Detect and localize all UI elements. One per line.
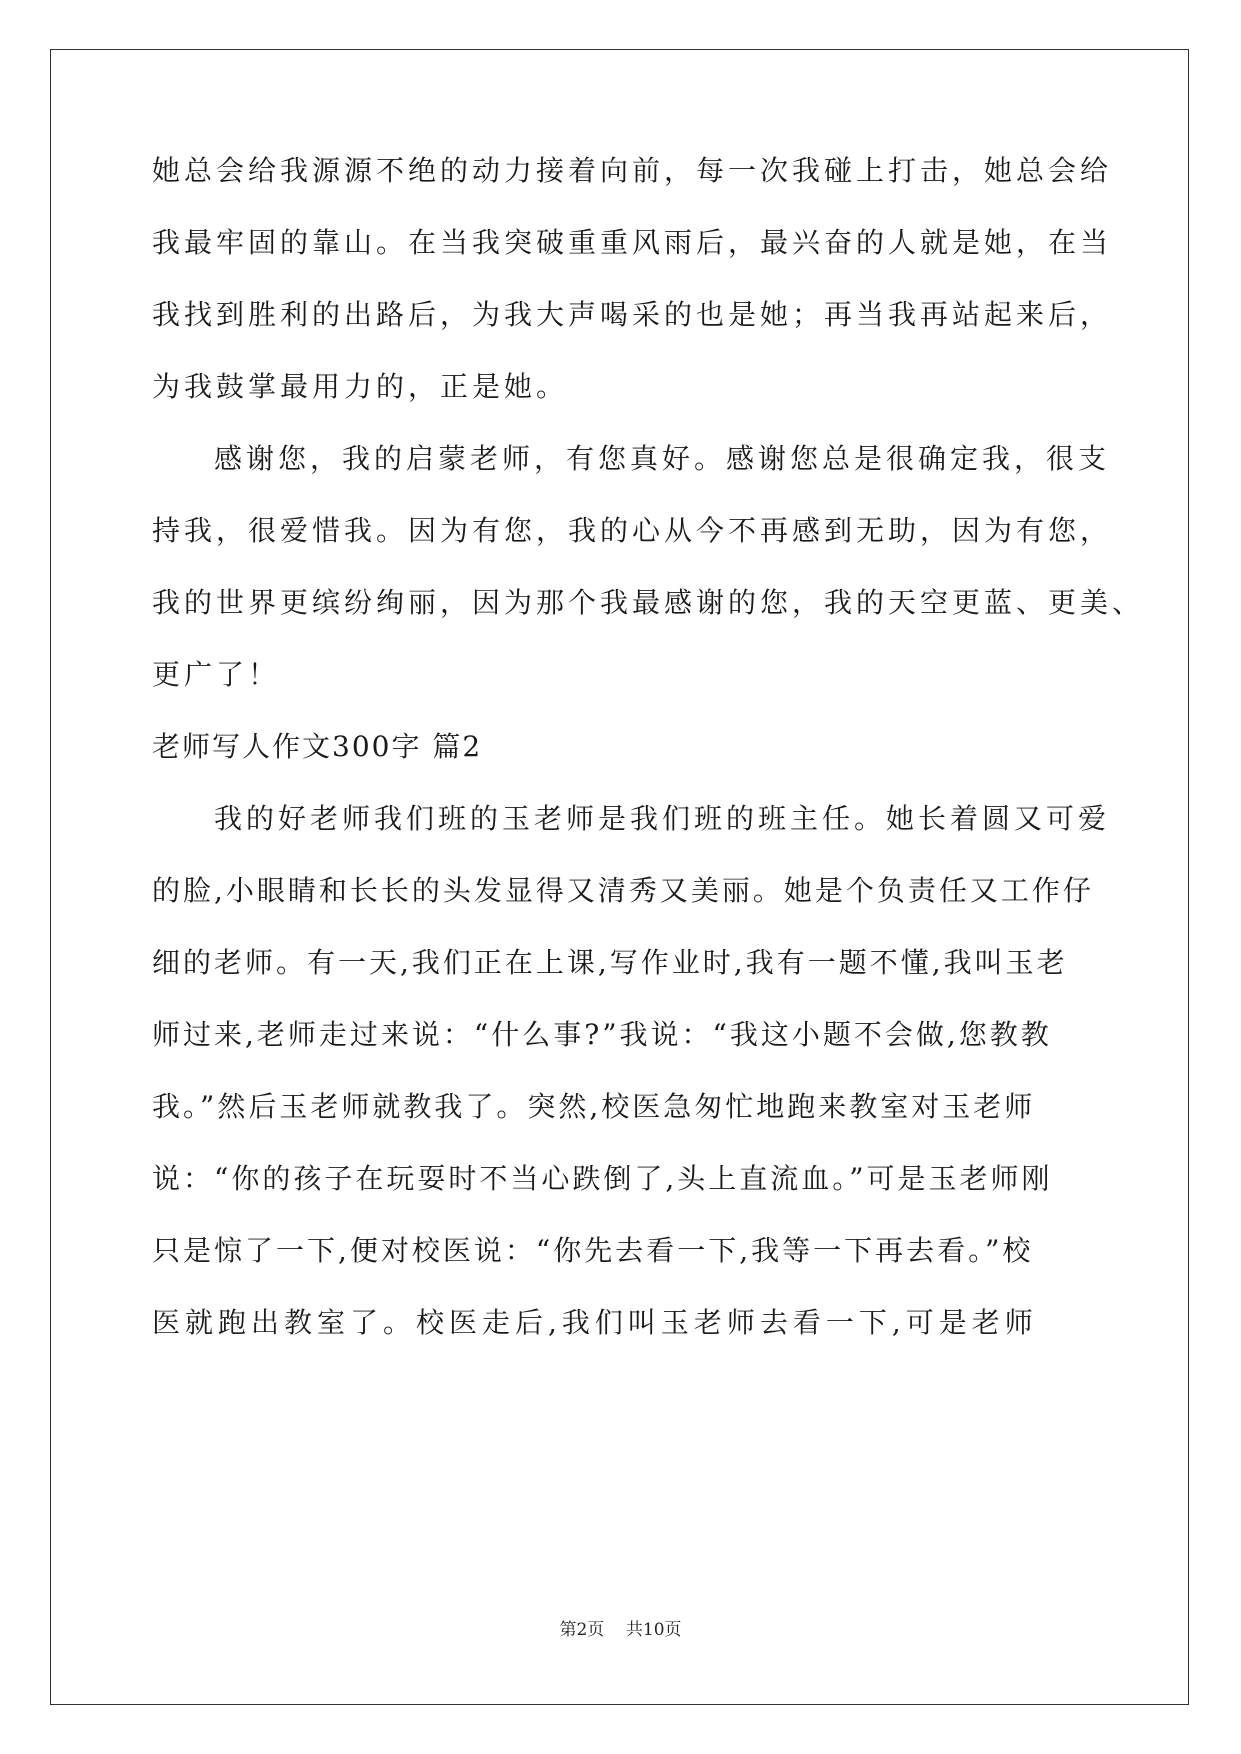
paragraph-line: 只是惊了一下,便对校医说：“你先去看一下,我等一下再去看。”校 <box>152 1234 1034 1267</box>
paragraph-line: 持我，很爱惜我。因为有您，我的心从今不再感到无助，因为有您， <box>152 514 1113 547</box>
page-total: 共10页 <box>625 1620 682 1640</box>
paragraph-line: 我最牢固的靠山。在当我突破重重风雨后，最兴奋的人就是她，在当 <box>152 226 1113 259</box>
paragraph-line: 细的老师。有一天,我们正在上课,写作业时,我有一题不懂,我叫玉老 <box>152 946 1068 979</box>
paragraph-line: 我。”然后玉老师就教我了。突然,校医急匆忙地跑来教室对玉老师 <box>152 1090 1036 1123</box>
paragraph-line: 为我鼓掌最用力的，正是她。 <box>152 370 569 403</box>
section-heading: 老师写人作文300字 篇2 <box>152 730 483 763</box>
paragraph-line: 我找到胜利的出路后，为我大声喝采的也是她；再当我再站起来后， <box>152 298 1113 331</box>
paragraph-line: 更广了！ <box>152 658 281 691</box>
page-number: 第2页 <box>559 1620 605 1640</box>
paragraph-line: 师过来,老师走过来说：“什么事?”我说：“我这小题不会做,您教教 <box>152 1018 1052 1051</box>
paragraph-line: 医就跑出教室了。校医走后,我们叫玉老师去看一下,可是老师 <box>152 1306 1038 1339</box>
paragraph-line: 说：“你的孩子在玩耍时不当心跌倒了,头上直流血。”可是玉老师刚 <box>152 1162 1053 1195</box>
page-footer <box>0 1619 1241 1641</box>
paragraph-line: 感谢您，我的启蒙老师，有您真好。感谢您总是很确定我，很支 <box>214 442 1111 475</box>
paragraph-line: 她总会给我源源不绝的动力接着向前，每一次我碰上打击，她总会给 <box>152 154 1113 187</box>
paragraph-line: 我的世界更缤纷绚丽，因为那个我最感谢的您，我的天空更蓝、更美、 <box>152 586 1145 619</box>
paragraph-line: 我的好老师我们班的玉老师是我们班的班主任。她长着圆又可爱 <box>214 802 1111 835</box>
paragraph-line: 的脸,小眼睛和长长的头发显得又清秀又美丽。她是个负责任又工作仔 <box>152 874 1094 907</box>
